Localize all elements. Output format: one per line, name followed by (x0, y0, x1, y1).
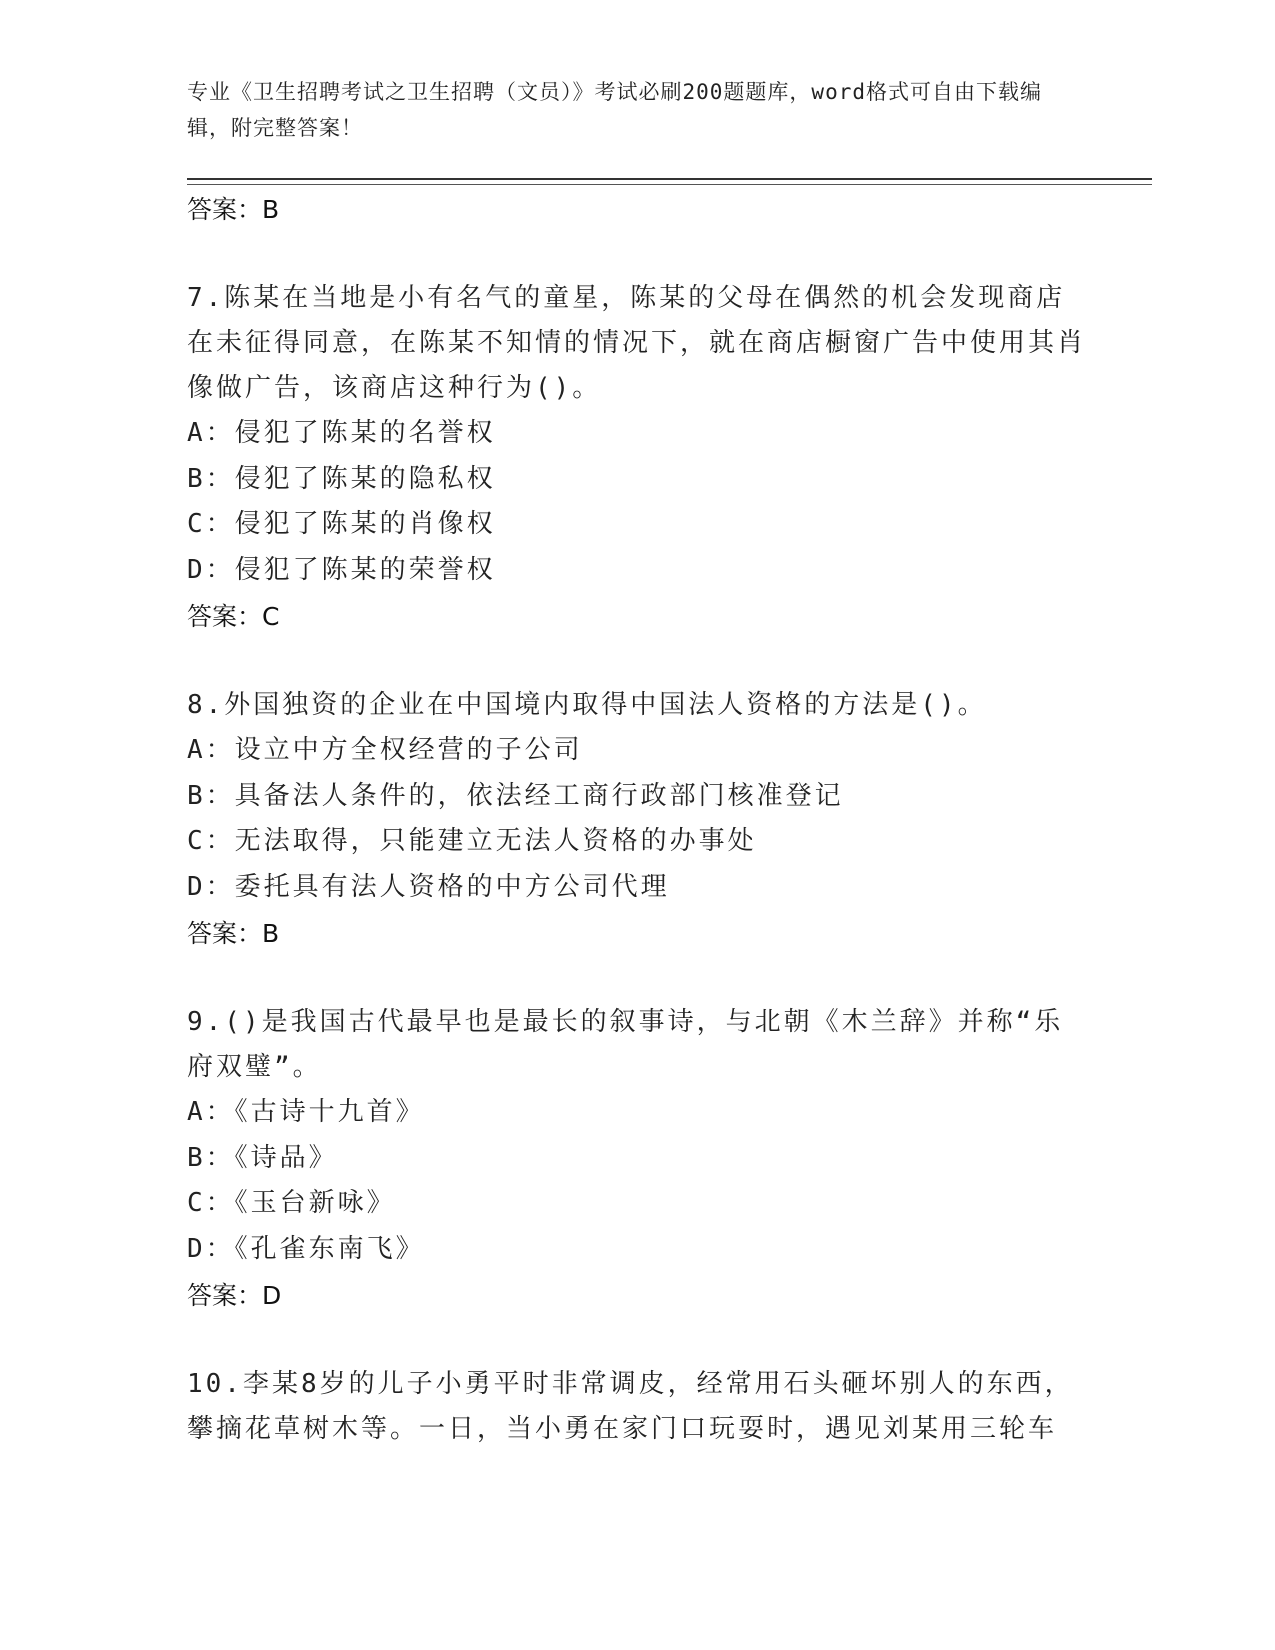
question-block (187, 683, 1087, 954)
option-c: C：《玉台新咏》 (187, 1188, 396, 1218)
option-a: A：设立中方全权经营的子公司 (187, 735, 583, 765)
question-list (187, 190, 1087, 1452)
question-text: 10.李某8岁的儿子小勇平时非常调皮，经常用石头砸坏别人的东西，攀摘花草树木等。一日，当小勇在家门口玩耍时，遇见刘某用三轮车 (187, 1369, 1074, 1444)
option-a: A：《古诗十九首》 (187, 1097, 425, 1127)
question-block (187, 1362, 1087, 1452)
option-d: D：侵犯了陈某的荣誉权 (187, 554, 496, 585)
option-c: C：侵犯了陈某的肖像权 (187, 509, 496, 539)
answer-line: 答案：B (187, 919, 280, 948)
question-text: 8.外国独资的企业在中国境内取得中国法人资格的方法是()。 (187, 690, 987, 720)
option-c: C：无法取得，只能建立无法人资格的办事处 (187, 826, 757, 856)
document-header: 专业《卫生招聘考试之卫生招聘（文员）》考试必刷200题题库，word格式可自由下载编辑，附完整答案！ (187, 80, 1042, 140)
answer-line: 答案：D (187, 1281, 282, 1310)
question-block (187, 276, 1087, 637)
question-text: 7.陈某在当地是小有名气的童星，陈某的父母在偶然的机会发现商店在未征得同意，在陈某不知情的情况下，就在商店橱窗广告中使用其肖像做广告，该商店这种行为()。 (187, 283, 1087, 403)
answer-line: 答案：C (187, 602, 280, 631)
option-a: A：侵犯了陈某的名誉权 (187, 418, 496, 448)
option-d: D：委托具有法人资格的中方公司代理 (187, 871, 670, 902)
option-b: B：《诗品》 (187, 1142, 338, 1173)
header-divider-thick (187, 178, 1152, 180)
option-b: B：侵犯了陈某的隐私权 (187, 463, 496, 494)
option-d: D：《孔雀东南飞》 (187, 1233, 425, 1264)
question-text: 9.()是我国古代最早也是最长的叙事诗，与北朝《木兰辞》并称“乐府双璧”。 (187, 1007, 1064, 1082)
option-b: B：具备法人条件的，依法经工商行政部门核准登记 (187, 780, 844, 811)
question-block (187, 1000, 1087, 1316)
answer-line: 答案：B (187, 195, 280, 224)
header-divider-thin (187, 184, 1152, 185)
